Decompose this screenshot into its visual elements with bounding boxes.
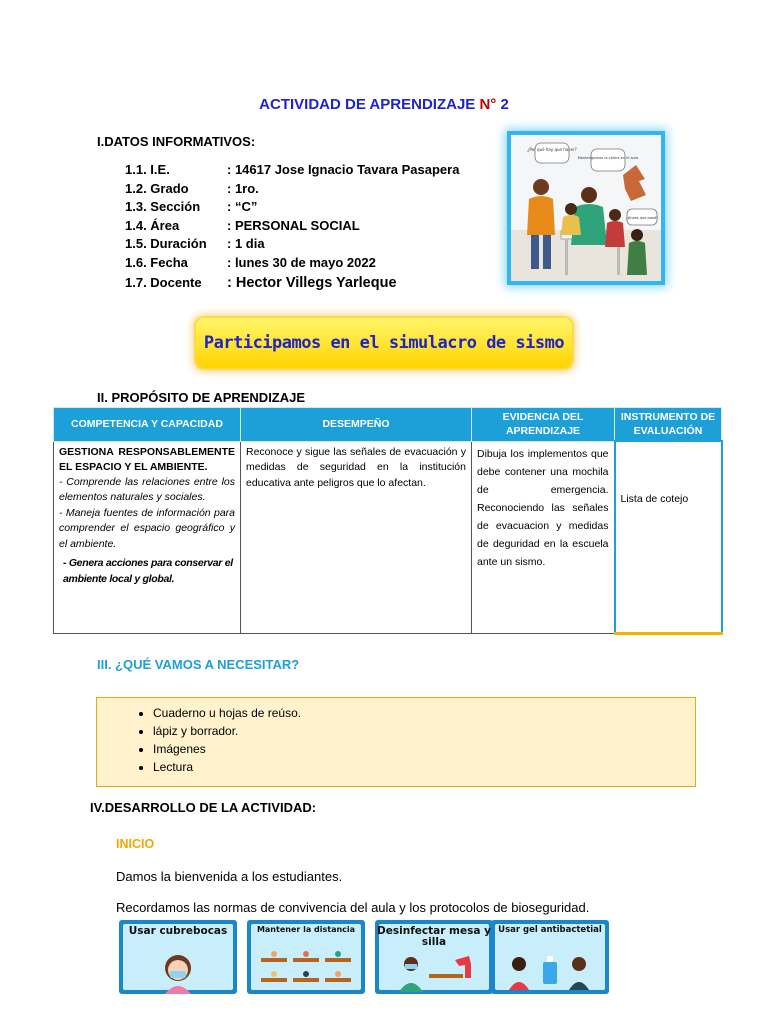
datos-label: 1.4. Área — [125, 217, 180, 233]
datos-row-fecha — [125, 255, 459, 275]
datos-label: 1.7. Docente — [125, 274, 202, 290]
table-header: INSTRUMENTO DE EVALUACIÓN — [615, 408, 722, 442]
speech-bubble — [535, 143, 569, 163]
evidencia-cell: Dibuja los implementos que debe contener una mochila de emergencia. Reconociendo las señales de evacuacion y medidas de deguridad en la escuela ante un sismo. — [472, 441, 615, 634]
distance-desks-icon — [257, 948, 355, 990]
datos-label: 1.1. I.E. — [125, 162, 170, 177]
section-necesitar-heading: III. ¿QUÉ VAMOS A NECESITAR? — [97, 657, 300, 672]
protocol-card-distancia — [247, 920, 365, 994]
title-number-sign: N° — [479, 96, 497, 113]
datos-row-duracion — [125, 236, 459, 255]
card-label: Usar cubrebocas — [128, 925, 228, 937]
activity-title-banner — [196, 318, 572, 368]
datos-row-grado — [125, 181, 459, 200]
banner-text: Participamos en el simulacro de sismo — [203, 333, 565, 353]
competencia-bold-item: - Genera acciones para conservar el ambiente local y global. — [63, 557, 233, 585]
datos-row-ie — [125, 162, 459, 181]
competencia-title: GESTIONA RESPONSABLEMENTE EL ESPACIO Y EL AMBIENTE. — [59, 445, 235, 473]
bubble-2-text: Mantengamos la calma en el aula — [577, 156, 639, 160]
datos-value: : lunes 30 de mayo 2022 — [227, 254, 376, 270]
proposito-table — [53, 407, 723, 635]
disinfect-desk-icon — [389, 952, 479, 992]
bubble-1-text: ¿Por qué hay que hacer? — [527, 147, 577, 152]
datos-row-area — [125, 218, 459, 237]
mask-girl-icon — [153, 950, 203, 994]
datos-value: : 1ro. — [227, 180, 259, 196]
instrumento-text: Lista de cotejo — [620, 493, 689, 505]
list-item: • lápiz y borrador. — [153, 722, 695, 740]
competencia-item: - Maneja fuentes de información para comprender el espacio geográfico y el ambiente. — [59, 506, 235, 550]
datos-value: : 1 dia — [227, 236, 265, 251]
earthquake-classroom-illustration — [511, 135, 661, 281]
protocol-card-desinfectar — [375, 920, 493, 994]
table-header: EVIDENCIA DEL APRENDIZAJE — [472, 408, 615, 442]
paragraph-bienvenida: Damos la bienvenida a los estudiantes. — [116, 869, 343, 884]
title-number: 2 — [496, 96, 509, 113]
table-header-row — [54, 408, 722, 442]
hand-gel-icon — [501, 950, 599, 992]
datos-row-docente — [125, 275, 459, 291]
datos-value: : PERSONAL SOCIAL — [227, 217, 360, 233]
inicio-heading: INICIO — [116, 837, 155, 851]
card-label: Usar gel antibactetial — [498, 925, 602, 935]
materials-list — [97, 704, 695, 776]
materials-box — [96, 697, 696, 787]
list-item: • Cuaderno u hojas de reúso. — [153, 704, 695, 722]
datos-list — [125, 162, 459, 291]
protocol-card-cubrebocas — [119, 920, 237, 994]
section-desarrollo-heading: IV.DESARROLLO DE LA ACTIVIDAD: — [90, 800, 317, 815]
instrumento-cell — [615, 441, 722, 634]
page-title — [0, 96, 768, 113]
datos-label: 1.6. Fecha — [125, 254, 188, 270]
competencia-item: - Comprende las relaciones entre los elementos naturales y sociales. — [59, 475, 235, 503]
datos-value: : Hector Villegs Yarleque — [227, 274, 397, 291]
protocol-card-gel — [491, 920, 609, 994]
competencia-cell — [54, 441, 241, 634]
title-text: ACTIVIDAD DE APRENDIZAJE — [259, 96, 480, 113]
classroom-scene-svg — [511, 135, 661, 281]
bubble-3-text: ¿Ahora que pasó? — [625, 216, 659, 220]
datos-label: 1.5. Duración — [125, 236, 207, 251]
speech-bubble — [591, 149, 625, 171]
card-label: Mantener la distancia — [256, 925, 356, 934]
datos-value: : 14617 Jose Ignacio Tavara Pasapera — [227, 162, 460, 177]
datos-value: : “C” — [227, 199, 258, 214]
section-datos-heading: I.DATOS INFORMATIVOS: — [97, 134, 256, 149]
desempeno-cell: Reconoce y sigue las señales de evacuación y medidas de seguridad en la institución educativa ante peligros que lo afectan. — [241, 441, 472, 634]
datos-row-seccion — [125, 199, 459, 218]
table-header: COMPETENCIA Y CAPACIDAD — [54, 408, 241, 442]
list-item: • Lectura — [153, 758, 695, 776]
list-item: • Imágenes — [153, 740, 695, 758]
table-header: DESEMPEÑO — [241, 408, 472, 442]
datos-label: 1.3. Sección — [125, 199, 201, 214]
section-proposito-heading: II. PROPÓSITO DE APRENDIZAJE — [97, 390, 306, 405]
table-row — [54, 441, 722, 634]
paragraph-normas: Recordamos las normas de convivencia del aula y los protocolos de bioseguridad. — [116, 900, 590, 915]
datos-label: 1.2. Grado — [125, 180, 189, 196]
card-label: Desinfectar mesa y silla — [377, 925, 491, 948]
